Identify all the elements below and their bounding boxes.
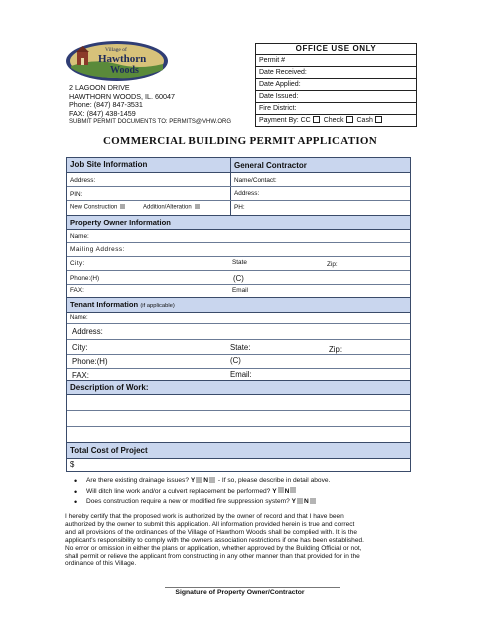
- address-line1: 2 LAGOON DRIVE: [69, 83, 130, 92]
- office-date-received[interactable]: Date Received:: [256, 67, 416, 79]
- no-label: N: [284, 487, 290, 495]
- question-note: - If so, please describe in detail above.: [217, 477, 331, 484]
- address-line2: HAWTHORN WOODS, IL. 60047: [69, 91, 175, 101]
- tenant-header-text: Tenant Information: [70, 300, 139, 309]
- question-drainage: [76, 476, 330, 487]
- office-permit-number[interactable]: Permit #: [256, 55, 416, 67]
- yes-label: Y: [190, 477, 196, 484]
- tenant-zip-field[interactable]: Zip:: [329, 345, 342, 354]
- yes-checkbox[interactable]: [278, 487, 284, 493]
- cert-line: ordinance of this Village.: [65, 560, 137, 568]
- work-description-field[interactable]: [67, 394, 410, 440]
- cert-line: No error or omission in either the plans or application, whether approved by the Building Official or not,: [65, 544, 362, 552]
- no-checkbox[interactable]: [209, 477, 215, 483]
- tenant-phone-c-field[interactable]: (C): [230, 356, 241, 365]
- cash-checkbox[interactable]: [375, 116, 382, 123]
- owner-phone-c-field[interactable]: (C): [233, 274, 244, 283]
- cert-line: authorized by the owner to submit this application. All information provided herein is true and correct: [65, 520, 355, 528]
- check-checkbox[interactable]: [346, 116, 353, 123]
- cert-line: I hereby certify that the proposed work is authorized by the owner of record and that I have been: [65, 513, 344, 520]
- tenant-fax-field[interactable]: FAX:: [72, 371, 89, 380]
- tenant-email-field[interactable]: Email:: [230, 370, 252, 379]
- owner-email-field[interactable]: Email: [232, 287, 248, 294]
- work-header: Description of Work:: [70, 383, 149, 392]
- office-date-issued[interactable]: Date Issued:: [256, 91, 416, 103]
- check-label: Check: [323, 117, 344, 124]
- owner-header: Property Owner Information: [70, 218, 171, 227]
- cash-label: Cash: [356, 117, 373, 124]
- signature-line[interactable]: [165, 587, 340, 588]
- page-title: COMMERCIAL BUILDING PERMIT APPLICATION: [102, 135, 378, 147]
- question-text: Will ditch line work and/or a culvert replacement be performed?: [86, 487, 271, 495]
- village-logo: [65, 40, 169, 82]
- village-address: [69, 84, 231, 127]
- question-text: Does construction require a new or modified fire suppression system?: [86, 498, 290, 506]
- contractor-address-field[interactable]: Address:: [234, 190, 260, 197]
- tenant-city-field[interactable]: City:: [72, 343, 88, 352]
- yes-label: Y: [291, 498, 297, 506]
- question-text: Are there existing drainage issues?: [86, 477, 189, 484]
- tenant-header-note: (if applicable): [140, 303, 175, 309]
- address-phone: Phone: (847) 847-3531: [69, 100, 143, 110]
- addition-option[interactable]: [143, 204, 200, 211]
- yes-checkbox[interactable]: [196, 477, 202, 483]
- job-pin-field[interactable]: PIN:: [70, 191, 83, 198]
- owner-name-field[interactable]: Name:: [70, 233, 89, 240]
- tenant-address-field[interactable]: Address:: [72, 327, 103, 336]
- payment-label: Payment By: CC: [259, 117, 311, 124]
- no-checkbox[interactable]: [290, 487, 296, 493]
- office-payment-row: [256, 115, 416, 126]
- contractor-name-field[interactable]: Name/Contact:: [234, 177, 277, 184]
- office-date-applied[interactable]: Date Applied:: [256, 79, 416, 91]
- yes-checkbox[interactable]: [297, 498, 303, 504]
- questions-list: [76, 476, 330, 508]
- tenant-header: [70, 300, 175, 309]
- cert-line: and all provisions of the ordinances of the Village of Hawthorn Woods shall be complied with. It is the: [65, 528, 357, 536]
- logo-top-text: Village of: [105, 47, 127, 53]
- submit-instructions: SUBMIT PERMIT DOCUMENTS TO: PERMITS@VHW.ORG: [69, 119, 231, 126]
- job-address-field[interactable]: Address:: [70, 177, 96, 184]
- owner-state-field[interactable]: State: [232, 259, 247, 266]
- addition-label: Addition/Alteration: [143, 204, 192, 211]
- office-use-header: OFFICE USE ONLY: [256, 44, 416, 55]
- no-label: N: [304, 498, 309, 506]
- logo-name2: Woods: [110, 65, 139, 76]
- no-label: N: [203, 477, 209, 484]
- office-fire-district[interactable]: Fire District:: [256, 103, 416, 115]
- contractor-ph-field[interactable]: PH:: [234, 204, 245, 211]
- owner-zip-field[interactable]: Zip:: [327, 261, 338, 268]
- new-construction-checkbox[interactable]: [120, 204, 125, 209]
- office-use-box: [255, 43, 417, 127]
- owner-city-field[interactable]: City:: [70, 260, 85, 267]
- permit-form: [66, 157, 411, 472]
- question-fire-suppression: [76, 497, 330, 508]
- cost-header: Total Cost of Project: [70, 446, 148, 455]
- certification-text: [65, 513, 410, 568]
- contractor-header: General Contractor: [234, 161, 307, 170]
- tenant-phone-field[interactable]: Phone:(H): [72, 357, 108, 366]
- address-fax: FAX: (847) 438-1459: [69, 108, 136, 118]
- cost-field[interactable]: $: [70, 460, 75, 469]
- cc-checkbox[interactable]: [313, 116, 320, 123]
- logo-name1: Hawthorn: [98, 53, 147, 65]
- owner-fax-field[interactable]: FAX:: [70, 287, 84, 294]
- owner-mailing-field[interactable]: Mailing Address:: [70, 246, 125, 253]
- tenant-name-field[interactable]: Name:: [70, 315, 88, 321]
- cert-line: applicant's responsibility to comply with the owners association restrictions if one has been established.: [65, 536, 364, 544]
- new-construction-label: New Construction: [70, 204, 118, 211]
- addition-checkbox[interactable]: [195, 204, 200, 209]
- question-ditch: [76, 487, 330, 498]
- job-site-header: Job Site Information: [70, 160, 148, 169]
- signature-label: Signature of Property Owner/Contractor: [175, 589, 305, 596]
- new-construction-option[interactable]: [70, 204, 125, 211]
- yes-label: Y: [272, 487, 277, 495]
- no-checkbox[interactable]: [310, 498, 316, 504]
- cert-line: shall permit or relieve the applicant from constructing in any other manner than that provided for in the: [65, 552, 360, 560]
- owner-phone-field[interactable]: Phone:(H): [70, 275, 100, 282]
- tenant-state-field[interactable]: State:: [230, 343, 251, 352]
